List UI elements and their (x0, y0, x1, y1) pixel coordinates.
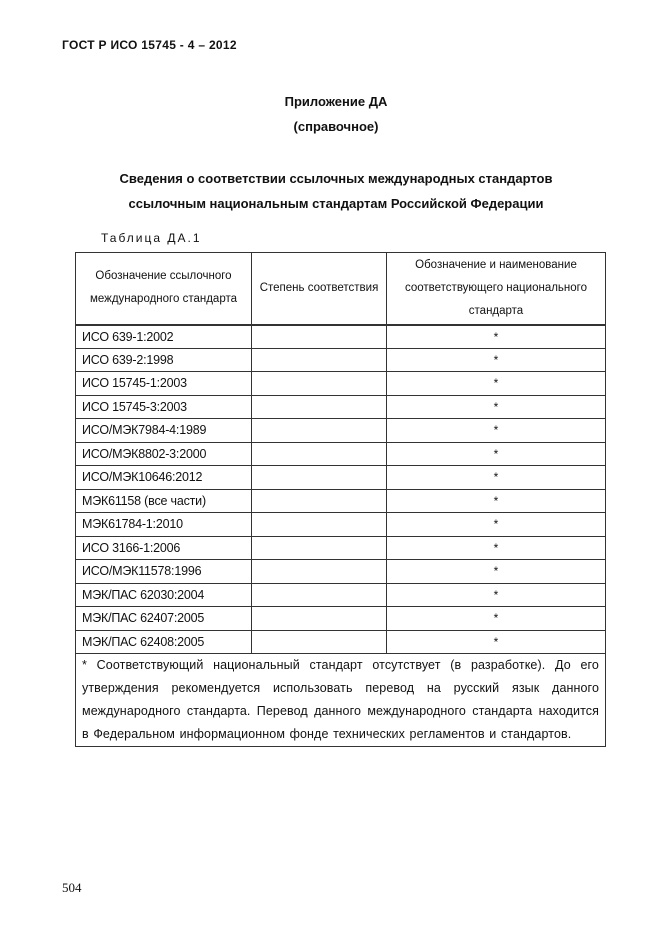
cell-international-standard: ИСО/МЭК8802-3:2000 (76, 442, 252, 466)
appendix-subtitle: (справочное) (293, 119, 379, 134)
cell-national-standard: * (387, 348, 606, 372)
cell-degree-of-conformity (252, 560, 387, 584)
cell-international-standard: МЭК/ПАС 62030:2004 (76, 583, 252, 607)
section-heading (0, 166, 661, 216)
cell-national-standard: * (387, 442, 606, 466)
cell-international-standard: МЭК61784-1:2010 (76, 513, 252, 537)
page-number: 504 (62, 880, 82, 895)
cell-degree-of-conformity (252, 395, 387, 419)
cell-national-standard: * (387, 630, 606, 654)
cell-national-standard: * (387, 513, 606, 537)
table-note: * Соответствующий национальный стандарт отсутствует (в разработке). До его утверждения рекомендуется использовать перевод на русский язык данного международного стандарта. Перевод данного международного стандарта находится в Федеральном информационном фонде технических регламентов и стандартов. (76, 654, 606, 747)
cell-international-standard: ИСО 15745-3:2003 (76, 395, 252, 419)
cell-national-standard: * (387, 372, 606, 396)
header-national-standard: Обозначение и наименование соответствующего национального стандарта (387, 253, 606, 325)
document-code: ГОСТ Р ИСО 15745 - 4 – 2012 (62, 38, 237, 52)
appendix-title: Приложение ДА (284, 94, 388, 109)
table-row (76, 560, 606, 584)
table-row (76, 372, 606, 396)
cell-degree-of-conformity (252, 466, 387, 490)
table-row (76, 489, 606, 513)
cell-international-standard: ИСО/МЭК11578:1996 (76, 560, 252, 584)
cell-national-standard: * (387, 419, 606, 443)
cell-international-standard: ИСО 3166-1:2006 (76, 536, 252, 560)
table-row (76, 630, 606, 654)
table-row (76, 583, 606, 607)
cell-national-standard: * (387, 607, 606, 631)
cell-degree-of-conformity (252, 536, 387, 560)
cell-national-standard: * (387, 583, 606, 607)
cell-international-standard: ИСО/МЭК10646:2012 (76, 466, 252, 490)
cell-national-standard: * (387, 536, 606, 560)
table-row (76, 325, 606, 349)
cell-national-standard: * (387, 466, 606, 490)
cell-degree-of-conformity (252, 442, 387, 466)
cell-national-standard: * (387, 489, 606, 513)
table-row (76, 466, 606, 490)
cell-degree-of-conformity (252, 607, 387, 631)
cell-degree-of-conformity (252, 325, 387, 349)
cell-international-standard: МЭК/ПАС 62407:2005 (76, 607, 252, 631)
table-row (76, 395, 606, 419)
cell-degree-of-conformity (252, 372, 387, 396)
standards-table (75, 252, 606, 747)
cell-degree-of-conformity (252, 630, 387, 654)
table-header-row (76, 253, 606, 325)
cell-degree-of-conformity (252, 419, 387, 443)
cell-international-standard: ИСО/МЭК7984-4:1989 (76, 419, 252, 443)
heading-line-2: ссылочным национальным стандартам Российской Федерации (128, 196, 544, 211)
cell-national-standard: * (387, 560, 606, 584)
cell-international-standard: ИСО 639-1:2002 (76, 325, 252, 349)
cell-degree-of-conformity (252, 583, 387, 607)
table-row (76, 348, 606, 372)
cell-international-standard: ИСО 15745-1:2003 (76, 372, 252, 396)
header-degree-of-conformity: Степень соответствия (252, 253, 387, 325)
table-row (76, 442, 606, 466)
cell-degree-of-conformity (252, 489, 387, 513)
cell-international-standard: МЭК61158 (все части) (76, 489, 252, 513)
cell-national-standard: * (387, 325, 606, 349)
table-body (76, 325, 606, 747)
table-row (76, 513, 606, 537)
header-international-standard: Обозначение ссылочного международного стандарта (76, 253, 252, 325)
cell-degree-of-conformity (252, 513, 387, 537)
table-row (76, 607, 606, 631)
table-row (76, 419, 606, 443)
cell-international-standard: МЭК/ПАС 62408:2005 (76, 630, 252, 654)
cell-degree-of-conformity (252, 348, 387, 372)
cell-international-standard: ИСО 639-2:1998 (76, 348, 252, 372)
table-caption: Таблица ДА.1 (101, 231, 202, 245)
table-note-row (76, 654, 606, 747)
cell-national-standard: * (387, 395, 606, 419)
heading-line-1: Сведения о соответствии ссылочных международных стандартов (119, 171, 553, 186)
table-row (76, 536, 606, 560)
